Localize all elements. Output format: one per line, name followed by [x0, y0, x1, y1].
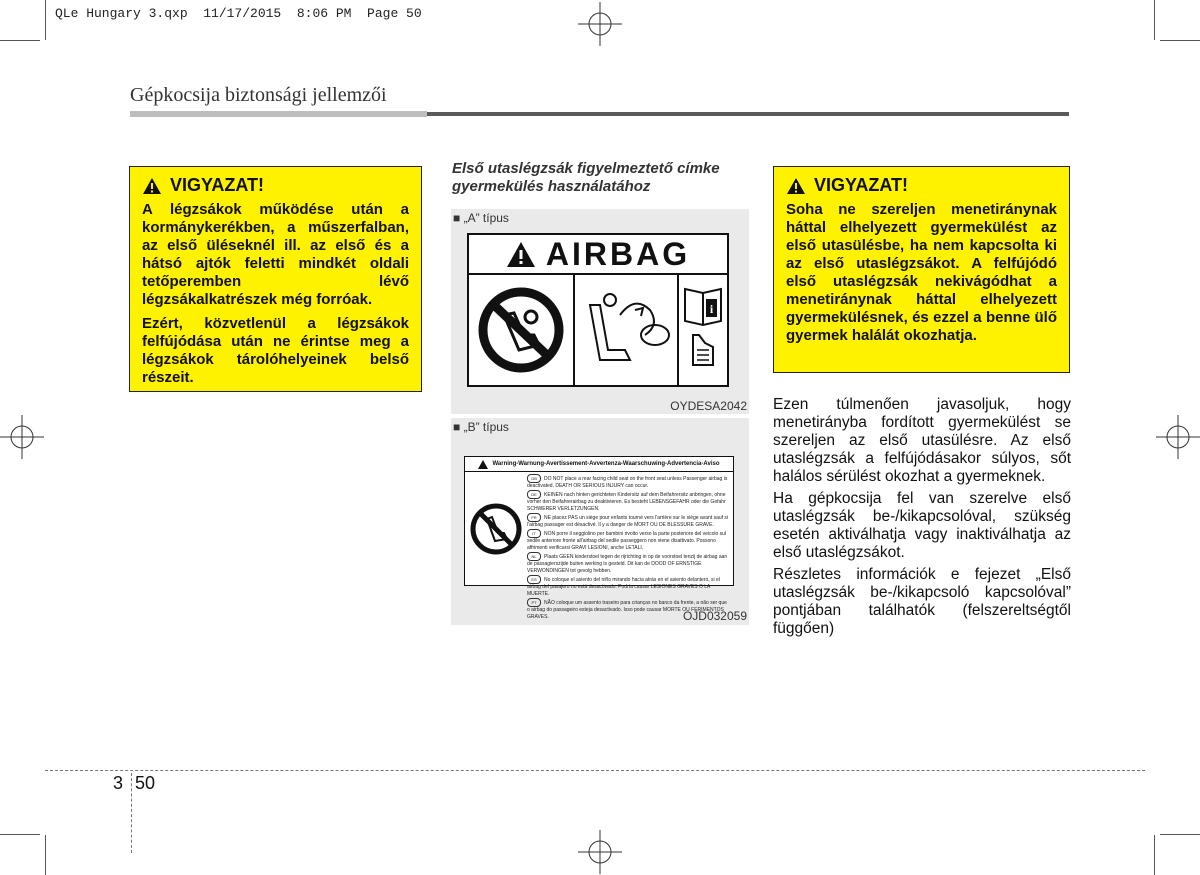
warning-row: GB DO NOT place a rear facing child seat on the front seat unless Passenger airbag is deactivated. DEATH OR SERIOUS INJURY can occur. [527, 475, 728, 489]
crop-mark [1154, 0, 1155, 40]
footer-rule [45, 770, 1145, 771]
crop-mark [45, 0, 46, 40]
crop-mark [0, 834, 40, 835]
warning-title: VIGYAZAT! [814, 175, 909, 195]
warning-paragraph: Soha ne szereljen menetiránynak háttal elhelyezett gyermekülést az első utasülésbe, ha nem kapcsolta ki az első utaslégzsákot. A felfújódó első utaslégzsák nekivágódhat a menetiránynak háttal elhelyezett gyermekülésnek, és ezzel a benne ülő gyermek halálát okozhatja. [786, 201, 1057, 344]
type-a-label: ■ „A” típus [453, 211, 509, 225]
crop-mark [1160, 834, 1200, 835]
type-b-header: Warning-Warnung-Avertissement-Avvertenza-Waarschuwing-Advertencia-Aviso [465, 457, 733, 472]
svg-text:i: i [709, 302, 714, 316]
section-title: Gépkocsija biztonsági jellemzői [130, 84, 387, 106]
crop-mark [0, 40, 40, 41]
no-child-seat-icon [469, 275, 575, 385]
warning-triangle-icon [786, 177, 806, 195]
warning-triangle-icon [506, 241, 536, 268]
body-text [773, 396, 1071, 642]
airbag-header [469, 235, 727, 275]
airbag-word: AIRBAG [545, 235, 691, 272]
no-child-seat-icon [467, 479, 525, 579]
right-warning-box [773, 166, 1070, 373]
chapter-number: 3 [113, 773, 124, 793]
registration-mark-bottom [578, 830, 622, 874]
warning-triangle-icon [142, 177, 162, 195]
body-paragraph: Ezen túlmenően javasoljuk, hogy menetirányba fordított gyermekülést se szereljen az első utasülésre. Az első utaslégzsák a felfújódásakor súlyos, sőt halálos sérülést okozhat a gyermeknek. [773, 396, 1071, 485]
warning-row: IT NON porre il seggiolino per bambini rivolto verso la parte posteriore del veicolo sul sedile anteriore fronte all'airbag del sedile passeggero non viene disattivato. Possono affrimenti verificarsi GRAVI LESIONI, anche LETALI. [527, 530, 727, 551]
page-number: 50 [135, 773, 156, 793]
figure-panel-type-b [451, 418, 749, 625]
crop-mark [1160, 40, 1200, 41]
warning-row: PT NÃO coloque um assento traseiro para crianças no banco da frente, a não ser que o airbag do passageiro esteja desactivado. Isso pode causar MORTE OU FERIMENTOS GRAVES. [527, 599, 727, 620]
registration-mark-right [1156, 415, 1200, 459]
body-paragraph: Részletes információk e fejezet „Első utaslégzsák be-/kikapcsoló kapcsolóval” pontjában találhatók (felszereltségtől függően) [773, 566, 1071, 637]
warning-row: ES No coloque el asiento del niño mirando hacia atrás en el asiento delantero, si el airbag del pasajero no está desactivado. Podría causar LESIONES GRAVES O LA MUERTE. [527, 576, 720, 597]
warning-paragraph: A légzsákok működése után a kormánykerékben, a műszerfalban, az első üléseknél ill. az első és a hátsó ajtók feletti mindkét oldali tetőperemben lévő légzsákalkatrészek még forróak. [142, 201, 409, 308]
warning-heading [142, 175, 409, 196]
left-warning-box [129, 166, 422, 392]
body-paragraph: Ha gépkocsija fel van szerelve első utaslégzsák be-/kikapcsolóval, szükség esetén aktiválhatja vagy inaktiválhatja az első utaslégzsákot. [773, 490, 1071, 561]
manual-info-icon [679, 275, 727, 385]
type-b-rows [527, 474, 731, 621]
print-header: QLe Hungary 3.qxp 11/17/2015 8:06 PM Page 50 [55, 6, 422, 21]
registration-mark-left [0, 415, 44, 459]
type-b-label: ■ „B” típus [453, 420, 509, 434]
warning-row: NL Plaats GEEN kinderstoel tegen de rijrichting in op de voorstoel tenzij de airbag aan de passagierszijde buiten werking is gesteld. Dit kan de DOOD OF ERNSTIGE VERWONDINGEN tot gevolg hebben. [527, 553, 728, 574]
warning-row: DE KEINEN nach hinten gerichteten Kindersitz auf dem Beifahrersitz anbringen, ohne vorher den Beifahrerairbag zu deaktivieren. Es besteht LEBENSGEFAHR oder die Gefahr SCHWERER VERLETZUNGEN. [527, 491, 726, 512]
title-underline-light [130, 111, 427, 117]
crop-mark [1154, 835, 1155, 875]
figure-panel-type-a [451, 209, 749, 414]
crop-mark [45, 835, 46, 875]
figure-caption: Első utaslégzsák figyelmeztető címke gyermekülés használatához [452, 160, 720, 195]
registration-mark-top [578, 2, 622, 46]
airbag-label-a [467, 233, 729, 387]
type-a-code: OYDESA2042 [670, 399, 747, 413]
title-underline-dark [427, 112, 1069, 116]
warning-triangle-icon [478, 460, 488, 469]
airbag-deploy-icon [575, 275, 679, 385]
warning-paragraph: Ezért, közvetlenül a légzsákok felfújódása után ne érintse meg a légzsákok tárolóhelyeinek belső részeit. [142, 315, 409, 386]
type-b-code: OJD032059 [682, 609, 747, 623]
page-number-separator [131, 773, 132, 853]
warning-row: FR NE placez PAS un siège pour enfants tourné vers l'arrière sur le siège avant sauf si l'airbag passager est désactivé. Il y a danger de MORT OU DE BLESSURE GRAVE. [527, 514, 729, 528]
warning-title: VIGYAZAT! [170, 175, 265, 195]
warning-heading [786, 175, 1057, 196]
